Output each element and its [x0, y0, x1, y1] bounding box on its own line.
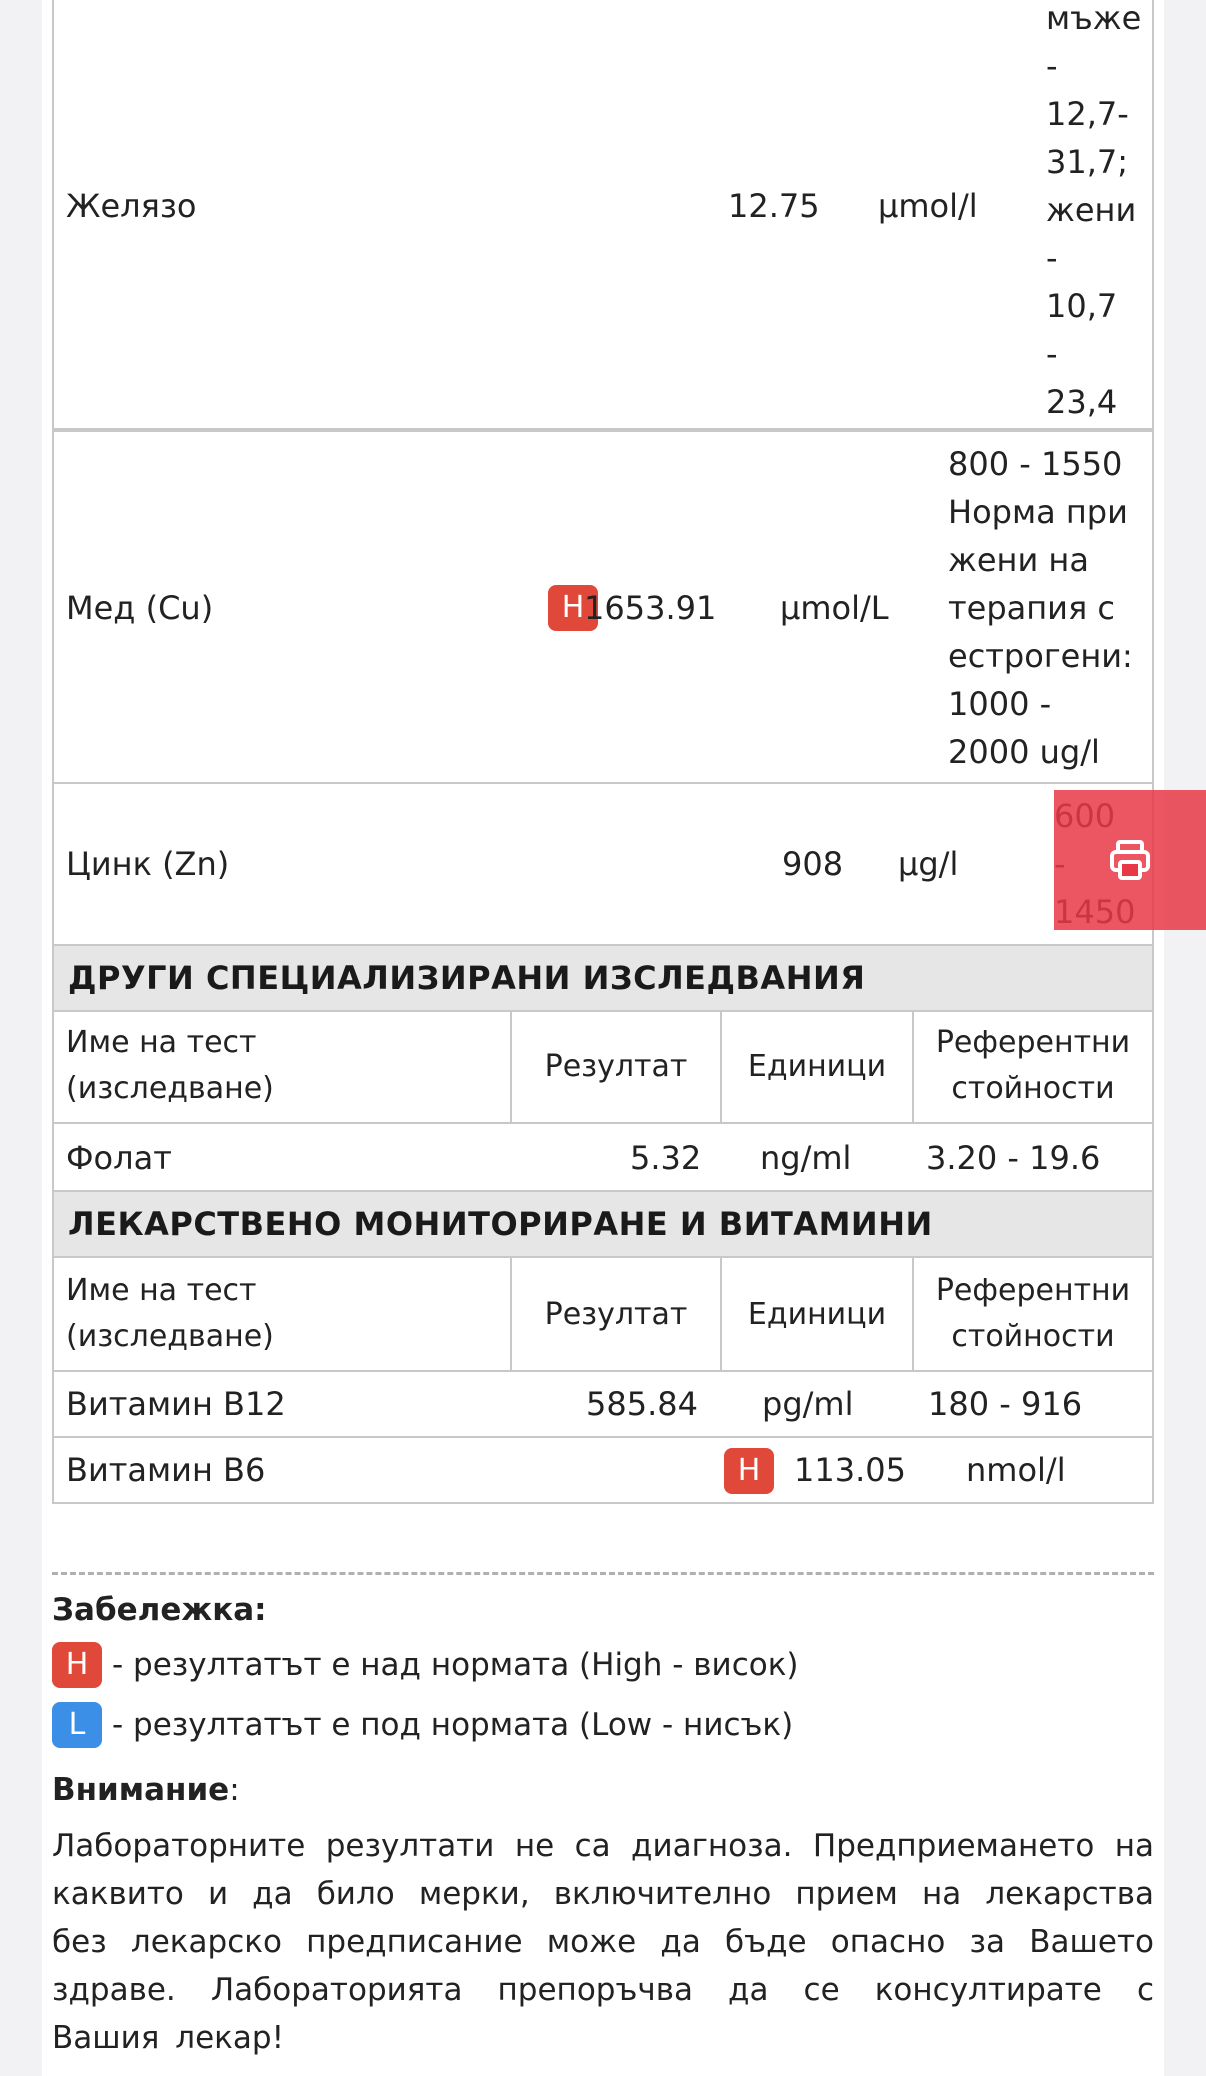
- test-name: Фолат: [66, 1139, 172, 1177]
- high-flag-badge: H: [724, 1448, 774, 1494]
- test-unit: µg/l: [898, 845, 959, 883]
- test-unit: ng/ml: [760, 1139, 852, 1177]
- test-value: 12.75: [728, 187, 820, 225]
- test-unit: µmol/l: [878, 187, 978, 225]
- section-title: ДРУГИ СПЕЦИАЛИЗИРАНИ ИЗСЛЕДВАНИЯ: [52, 944, 1154, 1012]
- test-unit: pg/ml: [762, 1385, 854, 1423]
- test-name: Цинк (Zn): [66, 845, 230, 883]
- legend-high-text: - резултатът е над нормата (High - висок): [112, 1647, 799, 1683]
- header-result-label: Резултат: [544, 1049, 688, 1084]
- header-reference-label: Референтни стойности: [935, 1025, 1131, 1106]
- header-result-label: Резултат: [544, 1297, 688, 1332]
- test-reference: 800 - 1550 Норма при жени на терапия с естрогени: 1000 - 2000 ug/l: [948, 445, 1133, 771]
- test-reference: мъже - 12,7- 31,7; жени - 10,7 - 23,4: [1046, 0, 1142, 421]
- test-name: Мед (Cu): [66, 589, 214, 627]
- warning-title: [52, 1766, 240, 1814]
- header-units-label: Единици: [747, 1049, 887, 1084]
- test-value: 585.84: [586, 1385, 698, 1423]
- header-units-label: Единици: [747, 1297, 887, 1332]
- test-unit: nmol/l: [966, 1451, 1066, 1489]
- test-value: 5.32: [630, 1139, 702, 1177]
- warning-title-text: Внимание: [52, 1772, 230, 1808]
- test-name: Витамин B6: [66, 1451, 266, 1489]
- legend-title: Забележка:: [52, 1592, 267, 1628]
- test-value: 1653.91: [584, 589, 717, 627]
- warning-title-colon: :: [229, 1772, 240, 1808]
- section-title: ЛЕКАРСТВЕНО МОНИТОРИРАНЕ И ВИТАМИНИ: [52, 1190, 1154, 1258]
- test-name: Желязо: [66, 187, 197, 225]
- printer-icon: [1106, 836, 1154, 884]
- test-unit: µmol/L: [780, 589, 889, 627]
- test-reference: 180 - 916: [928, 1385, 1083, 1423]
- test-name: Витамин B12: [66, 1385, 286, 1423]
- print-button[interactable]: [1054, 790, 1206, 930]
- header-name-label: Име на тест (изследване): [66, 1273, 274, 1354]
- high-flag-badge: H: [548, 585, 598, 631]
- legend-high-badge: H: [52, 1642, 102, 1688]
- test-value: 908: [782, 845, 844, 883]
- divider: [52, 1572, 1154, 1575]
- legend-low-badge: L: [52, 1702, 102, 1748]
- test-reference: 3.20 - 19.6: [926, 1139, 1101, 1177]
- header-reference-label: Референтни стойности: [935, 1273, 1131, 1354]
- legend-low-text: - резултатът е под нормата (Low - нисък): [112, 1707, 794, 1743]
- test-value: 113.05: [794, 1451, 906, 1489]
- table-row-iron: [52, 0, 1154, 430]
- header-name-label: Име на тест (изследване): [66, 1025, 274, 1106]
- warning-paragraph: Лабораторните резултати не са диагноза. Предприемането на каквито и да било мерки, включително прием на лекарства без лекарско предписание може да бъде опасно за Вашето здраве. Лабораторията препоръчва да се консултирате с Вашия лекар!: [52, 1828, 1154, 2056]
